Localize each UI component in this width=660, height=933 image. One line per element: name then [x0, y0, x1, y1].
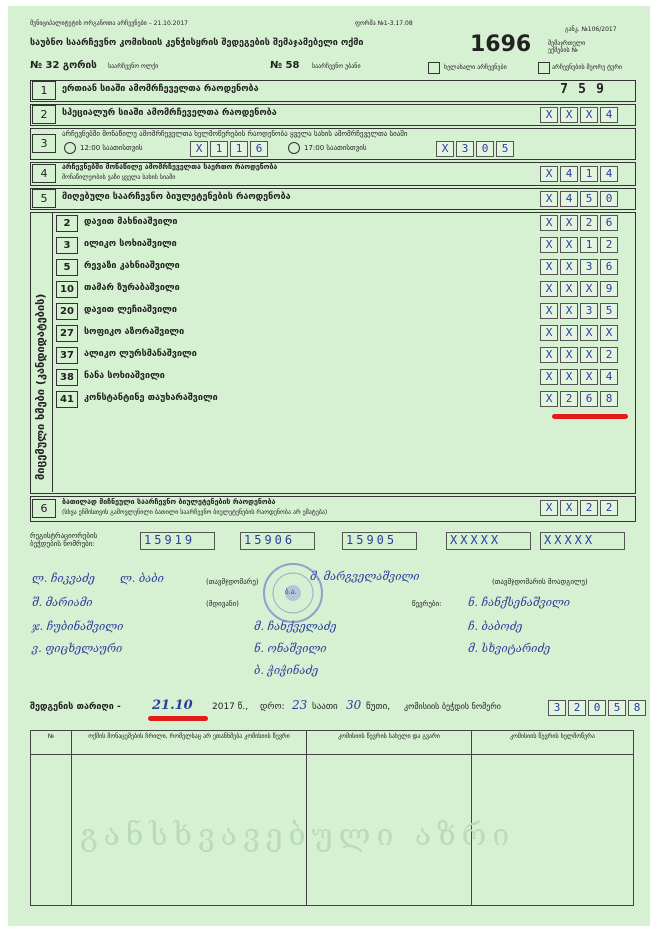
deputy-role-label: (თავმჯდომარის მოადგილე): [492, 578, 588, 586]
digit: 2: [600, 237, 618, 253]
candidate-number: 10: [56, 281, 78, 298]
row-5-label: მიღებული საარჩევნო ბიულეტენების რაოდენობა: [62, 192, 291, 202]
minutes-label: წუთი,: [366, 702, 391, 712]
candidate-number: 3: [56, 237, 78, 254]
table-header: №: [31, 731, 72, 755]
digit: 5: [600, 303, 618, 319]
digit: 9: [596, 82, 604, 97]
digit: 1: [230, 141, 248, 157]
candidate-number: 20: [56, 303, 78, 320]
row-4-label: არჩევნებში მონაწილე ამომრჩეველთა საერთო რაოდენობა: [62, 163, 278, 171]
row-3-time1: 12:00 საათისთვის: [80, 144, 143, 152]
digit: X: [540, 500, 558, 516]
digit: 6: [600, 259, 618, 275]
digit: 8: [628, 700, 646, 716]
digit: 2: [568, 700, 586, 716]
digit: 2: [600, 347, 618, 363]
commission-stamp-label: კომისიის ბეჭდის ნომერი: [404, 702, 501, 711]
date-label: შედგენის თარიღი -: [30, 702, 121, 712]
digit: X: [560, 281, 578, 297]
row-6-label: ბათილად მიჩნეული საარჩევნო ბიულეტენების რაოდენობა: [62, 498, 276, 506]
stamp-label: შემაჯრთული ექმების №: [548, 40, 586, 54]
digit: X: [540, 259, 558, 275]
candidate-name: ნანა სოხიაშვილი: [84, 371, 165, 381]
candidate-number: 37: [56, 347, 78, 364]
candidate-name: კონსტანტინე თაუხარაშვილი: [84, 393, 218, 403]
circle-marker: [64, 142, 76, 154]
digit: X: [560, 237, 578, 253]
digit: 4: [600, 166, 618, 182]
signature-name: ლ. ბაბი: [120, 572, 164, 585]
digit: 0: [588, 700, 606, 716]
registration-group: 15906: [240, 532, 315, 550]
registration-group: XXXXX: [540, 532, 625, 550]
time-label: დრო:: [260, 702, 285, 712]
digit: 2: [600, 500, 618, 516]
row-2-digits: [540, 107, 618, 123]
candidate-name: რევაზი კახნიაშვილი: [84, 261, 180, 271]
row-3-time2-digits: [436, 141, 514, 157]
digit: X: [540, 191, 558, 207]
form-number-label: განკ. №106/2017: [565, 26, 617, 33]
signature-name: მ. მარგველაშვილი: [310, 570, 420, 583]
row-4-digits: [540, 166, 618, 182]
digit: 3: [580, 303, 598, 319]
registration-group: XXXXX: [446, 532, 531, 550]
digit: X: [580, 325, 598, 341]
candidate-votes: [540, 303, 618, 319]
checkbox-repeat-label: ხელახალი არჩევნები: [444, 64, 507, 71]
digit: 2: [580, 215, 598, 231]
digit: 2: [580, 500, 598, 516]
digit: 3: [456, 141, 474, 157]
candidates-vertical-label: მიცემული ხმები (კანდიდატების): [34, 293, 47, 480]
date-value: 21.10: [152, 698, 193, 713]
signature-name: ნ. ონაშვილი: [254, 642, 327, 655]
hours-label: საათი: [312, 702, 338, 712]
registration-label: რეგისტრაციორების ბეჭდების ნომრები:: [30, 532, 98, 548]
red-highlight-mark: [552, 414, 628, 419]
candidate-number: 2: [56, 215, 78, 232]
signature-name: ბ. ჭიჭინაძე: [254, 664, 319, 677]
candidate-votes: [540, 347, 618, 363]
row-3-number: 3: [32, 134, 56, 153]
digit: X: [600, 325, 618, 341]
digit: X: [580, 107, 598, 123]
table-header: კომისიის წევრის სახელი და გვარი: [307, 731, 472, 755]
registration-group: 15905: [342, 532, 417, 550]
row-6-sublabel: (სხვა ენმისთვის გამოვლენილი ბათილი საარჩევნო ბიულეტენების რაოდენობა არ ემატება): [62, 509, 328, 516]
digit: 8: [600, 391, 618, 407]
digit: X: [540, 281, 558, 297]
table-header: კომისიის წევრის ხელმოწერა: [472, 731, 634, 755]
row-6-number: 6: [32, 499, 56, 518]
digit: X: [560, 259, 578, 275]
digit: 5: [608, 700, 626, 716]
digit: 4: [600, 107, 618, 123]
digit: X: [540, 369, 558, 385]
digit: 6: [250, 141, 268, 157]
row-1-label: ერთიან სიაში ამომრჩეველთა რაოდენობა: [62, 84, 259, 94]
signature-name: მ. სხვიტარიძე: [468, 642, 551, 655]
digit: 0: [600, 191, 618, 207]
protocol-title: საუბნო საარჩევნო კომისიის კენჭისყრის შედეგების შემაჯამებელი ოქმი: [30, 38, 364, 48]
row-5-number: 5: [32, 189, 56, 208]
candidate-name: სოფიკო აზორაშვილი: [84, 327, 185, 337]
row-4-number: 4: [32, 164, 56, 183]
row-1-number: 1: [32, 81, 56, 100]
digit: 9: [600, 281, 618, 297]
digit: X: [540, 107, 558, 123]
digit: 4: [560, 191, 578, 207]
digit: X: [540, 347, 558, 363]
digit: X: [190, 141, 208, 157]
row-2-label: სპეციალურ სიაში ამომრჩეველთა რაოდენობა: [62, 108, 277, 118]
candidate-name: დავით მახნიაშვილი: [84, 217, 178, 227]
digit: 0: [476, 141, 494, 157]
candidate-number: 41: [56, 391, 78, 408]
row-1-digits: [556, 83, 608, 97]
digit: X: [560, 303, 578, 319]
digit: 6: [600, 215, 618, 231]
row-3-time2: 17:00 საათისთვის: [304, 144, 367, 152]
digit: X: [560, 325, 578, 341]
protocol-number: 1696: [470, 32, 532, 57]
checkbox-second-round[interactable]: [538, 62, 550, 74]
row-3-label: არჩევნებში მონაწილე ამომრჩეველთა ხელმოწერების რაოდენობა ყველა სახის ამომრჩეველთა სიაში: [62, 130, 408, 138]
digit: 5: [578, 82, 586, 97]
digit: X: [540, 237, 558, 253]
table-cell: [31, 755, 72, 906]
digit: X: [436, 141, 454, 157]
row-3-time1-digits: [190, 141, 268, 157]
registration-group: 15919: [140, 532, 215, 550]
digit: 2: [560, 391, 578, 407]
members-label: წევრები:: [412, 600, 442, 608]
district-sub: საარჩევნო ოლქი: [108, 63, 159, 70]
precinct-label: № 58: [270, 60, 300, 71]
candidate-votes: [540, 281, 618, 297]
digit: X: [560, 369, 578, 385]
digit: X: [560, 107, 578, 123]
digit: X: [580, 369, 598, 385]
candidate-number: 5: [56, 259, 78, 276]
candidate-name: თამარ ზურაბაშვილი: [84, 283, 180, 293]
candidate-votes: [540, 259, 618, 275]
precinct-sub: საარჩევნო უბანი: [312, 63, 361, 70]
signature-name: ლ. ჩიკვაძე: [32, 572, 95, 585]
digit: 5: [580, 191, 598, 207]
hours-value: 23: [292, 698, 308, 712]
candidate-number: 27: [56, 325, 78, 342]
digit: X: [540, 215, 558, 231]
digit: X: [560, 215, 578, 231]
digit: 1: [580, 166, 598, 182]
digit: X: [580, 347, 598, 363]
digit: 7: [560, 82, 568, 97]
digit: 4: [600, 369, 618, 385]
candidate-number: 38: [56, 369, 78, 386]
chair-role-label: (თავმჯდომარე): [206, 578, 259, 586]
district-label: № 32 გორის: [30, 60, 97, 71]
signature-name: ნ. ჩანქსენაშვილი: [468, 596, 571, 609]
dissent-watermark: განსხვავებული აზრი: [80, 818, 516, 853]
digit: X: [560, 347, 578, 363]
stamp-text: ბ.ა.: [285, 588, 297, 596]
signature-name: ჩ. ბაბოძე: [468, 620, 523, 633]
candidate-votes: [540, 391, 618, 407]
digit: X: [580, 281, 598, 297]
signature-name: ჯ. ჩუბინაშვილი: [32, 620, 124, 633]
circle-marker: [288, 142, 300, 154]
commission-stamp-digits: [548, 700, 646, 716]
digit: 4: [560, 166, 578, 182]
digit: 5: [496, 141, 514, 157]
row-5-digits: [540, 191, 618, 207]
digit: X: [540, 391, 558, 407]
candidate-votes: [540, 369, 618, 385]
digit: X: [560, 500, 578, 516]
digit: 6: [580, 391, 598, 407]
candidate-votes: [540, 325, 618, 341]
candidate-name: ალიკო ლურსმანაშვილი: [84, 349, 197, 359]
year-text: 2017 წ.,: [212, 702, 249, 712]
digit: X: [540, 303, 558, 319]
table-header: ოქმის მონაცემების ჩრილი, რომელსაც არ ეთანხმება კომისიის წევრი: [72, 731, 307, 755]
signature-name: ვ. ფიცხელაური: [32, 642, 123, 655]
digit: 1: [210, 141, 228, 157]
row-2-number: 2: [32, 105, 56, 124]
candidate-name: ილიკო სოხიაშვილი: [84, 239, 177, 249]
signature-name: მ. ჩანქველაძე: [254, 620, 337, 633]
signature-name: შ. მარიამი: [32, 596, 93, 609]
digit: 1: [580, 237, 598, 253]
candidate-votes: [540, 237, 618, 253]
secretary-role-label: (მდივანი): [206, 600, 239, 608]
checkbox-repeat-election[interactable]: [428, 62, 440, 74]
red-highlight-mark: [148, 716, 208, 721]
digit: X: [540, 325, 558, 341]
digit: X: [540, 166, 558, 182]
row-4-sublabel: მონაწილეობის ვაზი ყველა სახის სიაში: [62, 174, 176, 181]
municipality-line: მუნიციპალიტეტის ორგანოთა არჩევნები – 21.10.2017: [30, 20, 188, 27]
row-6-digits: [540, 500, 618, 516]
digit: 3: [548, 700, 566, 716]
candidate-votes: [540, 215, 618, 231]
candidate-name: დავით ლეჩიაშვილი: [84, 305, 177, 315]
form-code: ფორმა №1-3.17.08: [355, 20, 413, 27]
minutes-value: 30: [346, 698, 362, 712]
checkbox-second-label: არჩევნების მეორე ტური: [552, 64, 623, 71]
digit: 3: [580, 259, 598, 275]
